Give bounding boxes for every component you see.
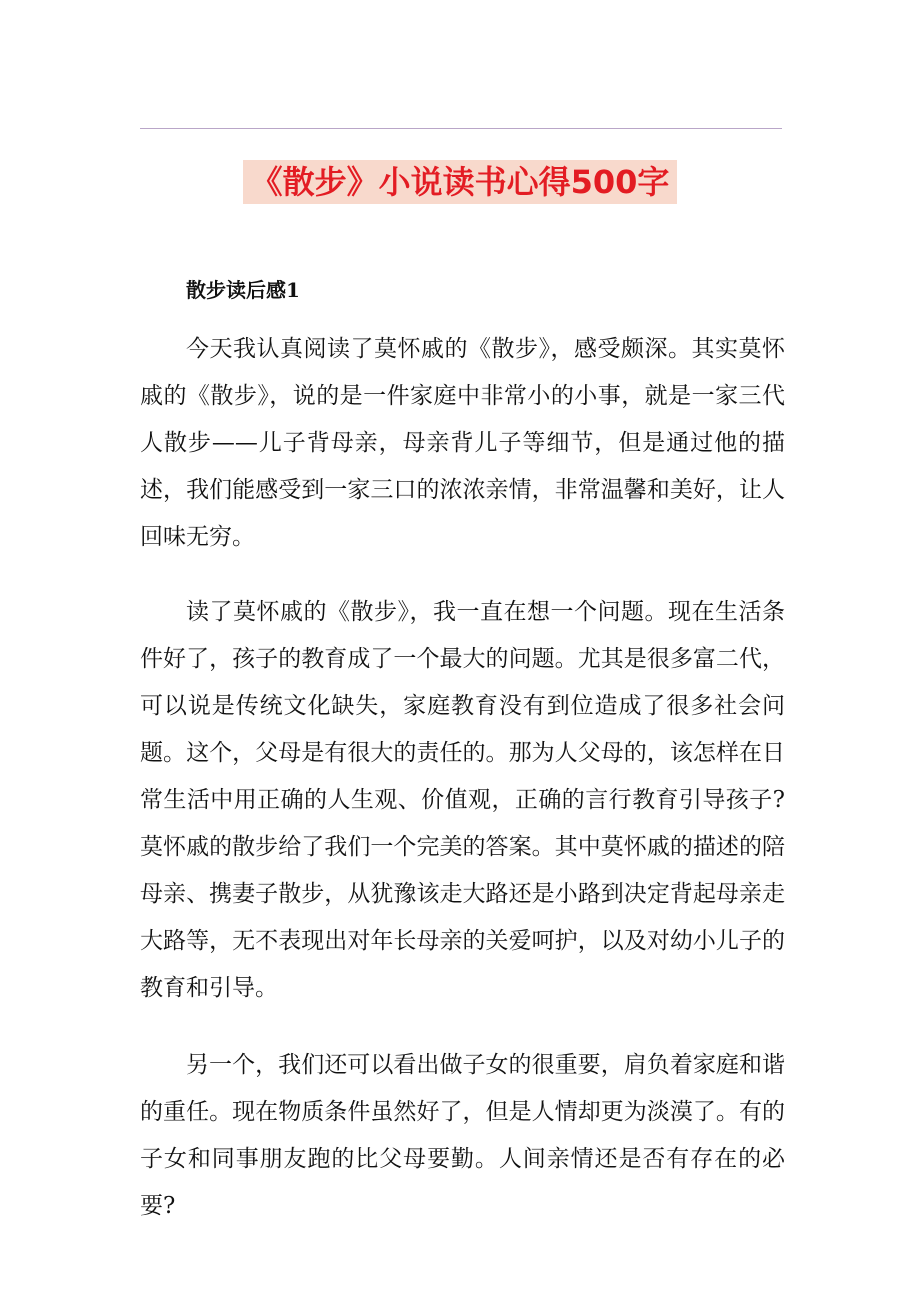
paragraph-1: 今天我认真阅读了莫怀戚的《散步》，感受颇深。其实莫怀戚的《散步》，说的是一件家庭中非常小的小事，就是一家三代人散步——儿子背母亲，母亲背儿子等细节，但是通过他的描述，我们能感受到一家三口的浓浓亲情，非常温馨和美好，让人回味无穷。: [140, 336, 785, 550]
title-container: [0, 160, 920, 204]
header-rule: [140, 128, 782, 129]
paragraph-2: 读了莫怀戚的《散步》，我一直在想一个问题。现在生活条件好了，孩子的教育成了一个最大的问题。尤其是很多富二代，可以说是传统文化缺失，家庭教育没有到位造成了很多社会问题。这个，父母是有很大的责任的。那为人父母的，该怎样在日常生活中用正确的人生观、价值观，正确的言行教育引导孩子?莫怀戚的散步给了我们一个完美的答案。其中莫怀戚的描述的陪母亲、携妻子散步，从犹豫该走大路还是小路到决定背起母亲走大路等，无不表现出对年长母亲的关爱呵护，以及对幼小儿子的教育和引导。: [140, 599, 785, 1001]
paragraph-3: 另一个，我们还可以看出做子女的很重要，肩负着家庭和谐的重任。现在物质条件虽然好了，但是人情却更为淡漠了。有的子女和同事朋友跑的比父母要勤。人间亲情还是否有存在的必要?: [140, 1052, 785, 1219]
section-heading: 散步读后感1: [186, 278, 300, 302]
document-title: 《散步》小说读书心得500字: [243, 160, 678, 204]
